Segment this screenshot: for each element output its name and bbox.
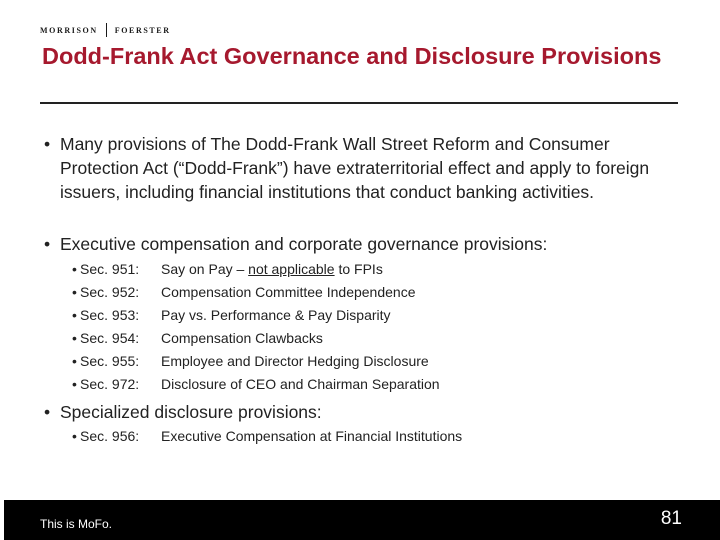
bullet-dot: • [72,307,77,323]
section-code: Sec. 955: [80,353,140,369]
section-code: Sec. 972: [80,376,140,392]
item-text-pre: Say on Pay – [161,261,249,277]
list-item-sec-953 [72,304,391,327]
bullet-dot: • [72,284,77,300]
bullet-dot: • [72,261,77,277]
item-text: Compensation Clawbacks [161,330,323,346]
bullet-dot: • [72,330,77,346]
section-code: Sec. 954: [80,330,140,346]
section-code: Sec. 952: [80,284,140,300]
footer-notch [0,500,4,540]
list-item-sec-954 [72,327,323,350]
logo-left-word: MORRISON [40,25,98,35]
morrison-foerster-logo [40,23,171,37]
page-number: 81 [660,508,682,529]
bullet-extraterritorial [44,132,684,204]
logo-right-word: FOERSTER [114,25,171,35]
bullet-dot: • [72,428,77,444]
section-code: Sec. 956: [80,428,140,444]
item-text: Compensation Committee Independence [161,284,416,300]
bullet-exec-comp [44,232,684,256]
bullet-dot: • [72,376,77,392]
list-item-sec-952 [72,281,416,304]
section-code: Sec. 953: [80,307,140,323]
logo-divider [106,23,107,37]
item-text: Pay vs. Performance & Pay Disparity [161,307,391,323]
item-text-underlined: not applicable [248,261,335,277]
list-item-sec-951 [72,258,383,281]
footer-bar [0,500,720,540]
slide-title: Dodd-Frank Act Governance and Disclosure Provisions [42,43,662,69]
item-text-post: to FPIs [334,261,383,277]
list-item-sec-972 [72,373,440,396]
bullet-dot: • [72,353,77,369]
item-text: Executive Compensation at Financial Institutions [161,428,463,444]
bullet-specialized-disclosure [44,400,684,424]
bullet-dot: • [44,402,51,422]
list-item-sec-955 [72,350,429,373]
title-rule [40,102,678,104]
item-text: Employee and Director Hedging Disclosure [161,353,429,369]
item-text: Disclosure of CEO and Chairman Separation [161,376,440,392]
bullet-dot: • [44,234,51,254]
footer-tagline: This is MoFo. [40,517,113,531]
list-item-sec-956 [72,425,462,448]
bullet-text: Executive compensation and corporate governance provisions: [60,234,548,254]
bullet-text: Many provisions of The Dodd-Frank Wall Street Reform and Consumer Protection Act (“Dodd-Frank”) have extraterritorial effect and apply to foreign issuers, including financial institutions that conduct banking activities. [60,134,650,202]
bullet-dot: • [44,134,51,154]
section-code: Sec. 951: [80,261,140,277]
bullet-text: Specialized disclosure provisions: [60,402,322,422]
